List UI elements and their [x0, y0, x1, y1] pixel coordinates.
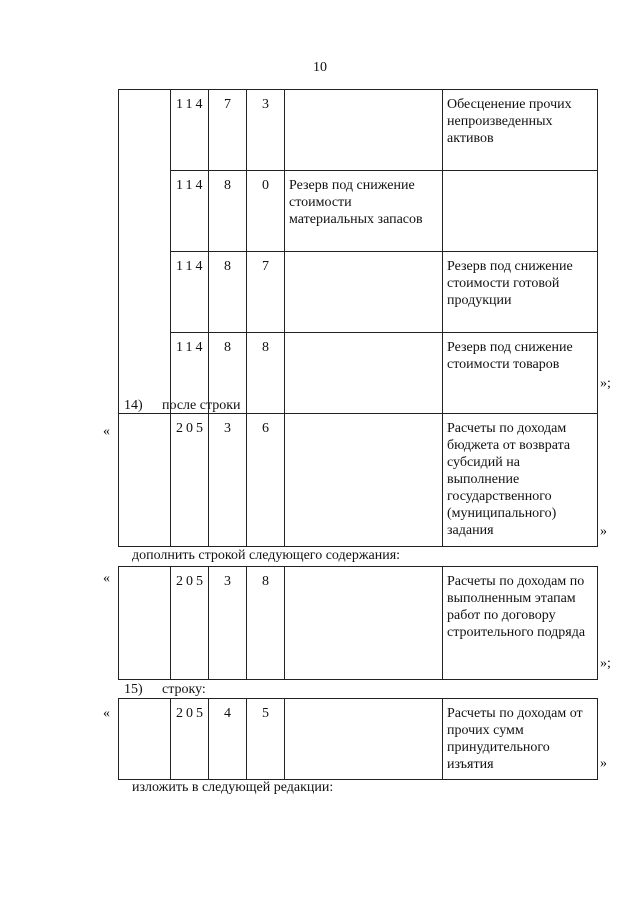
- analytic-code-1: 8: [209, 333, 247, 414]
- item-14-text: после строки: [162, 398, 241, 413]
- analytic-code-2: 6: [247, 414, 285, 547]
- final-instruction: изложить в следующей редакции:: [132, 780, 334, 795]
- table-row: [119, 252, 598, 333]
- account-name-col6: Расчеты по доходам по выполненным этапам работ по договору строительного подряда: [443, 567, 598, 680]
- empty-cell: [119, 414, 171, 547]
- analytic-code-2: 0: [247, 171, 285, 252]
- account-code: 205: [171, 567, 209, 680]
- analytic-code-1: 3: [209, 567, 247, 680]
- open-quote: «: [103, 424, 110, 439]
- account-code: 114: [171, 90, 209, 171]
- account-code: 205: [171, 414, 209, 547]
- empty-cell: [119, 699, 171, 780]
- account-name-col5: [285, 252, 443, 333]
- accounts-table-after: [118, 413, 598, 547]
- account-name-col5: [285, 699, 443, 780]
- account-name-col6: Резерв под снижение стоимости товаров: [443, 333, 598, 414]
- account-code: 205: [171, 699, 209, 780]
- item-15-number: 15): [124, 682, 143, 697]
- account-code: 114: [171, 252, 209, 333]
- account-name-col5: [285, 333, 443, 414]
- account-name-col6: Обесценение прочих непроизведенных активов: [443, 90, 598, 171]
- empty-cell: [119, 90, 171, 414]
- accounts-table-continued: [118, 89, 598, 414]
- analytic-code-2: 3: [247, 90, 285, 171]
- account-name-col6: Расчеты по доходам бюджета от возврата субсидий на выполнение государственного (муниципального) задания: [443, 414, 598, 547]
- open-quote: «: [103, 571, 110, 586]
- account-name-col6: Расчеты по доходам от прочих сумм принудительного изъятия: [443, 699, 598, 780]
- account-name-col6: [443, 171, 598, 252]
- item-15-text: строку:: [162, 682, 206, 697]
- accounts-table-amended: [118, 698, 598, 780]
- analytic-code-2: 8: [247, 567, 285, 680]
- table-row: [119, 171, 598, 252]
- account-name-col5: [285, 414, 443, 547]
- table-row: [119, 567, 598, 680]
- analytic-code-2: 7: [247, 252, 285, 333]
- item-14-number: 14): [124, 398, 143, 413]
- analytic-code-1: 7: [209, 90, 247, 171]
- close-quote: »;: [600, 376, 611, 391]
- page-number: 10: [313, 60, 327, 75]
- open-quote: «: [103, 706, 110, 721]
- close-quote: »: [600, 524, 607, 539]
- table-row: [119, 699, 598, 780]
- analytic-code-1: 4: [209, 699, 247, 780]
- account-name-col5: [285, 567, 443, 680]
- account-code: 114: [171, 333, 209, 414]
- close-quote: »: [600, 756, 607, 771]
- analytic-code-2: 8: [247, 333, 285, 414]
- table-row: [119, 414, 598, 547]
- account-name-col5: Резерв под снижение стоимости материальных запасов: [285, 171, 443, 252]
- analytic-code-1: 8: [209, 252, 247, 333]
- analytic-code-1: 8: [209, 171, 247, 252]
- supplement-instruction: дополнить строкой следующего содержания:: [132, 548, 401, 563]
- table-row: [119, 90, 598, 171]
- account-name-col5: [285, 90, 443, 171]
- empty-cell: [119, 567, 171, 680]
- analytic-code-1: 3: [209, 414, 247, 547]
- close-quote: »;: [600, 656, 611, 671]
- analytic-code-2: 5: [247, 699, 285, 780]
- account-name-col6: Резерв под снижение стоимости готовой продукции: [443, 252, 598, 333]
- account-code: 114: [171, 171, 209, 252]
- accounts-table-new: [118, 566, 598, 680]
